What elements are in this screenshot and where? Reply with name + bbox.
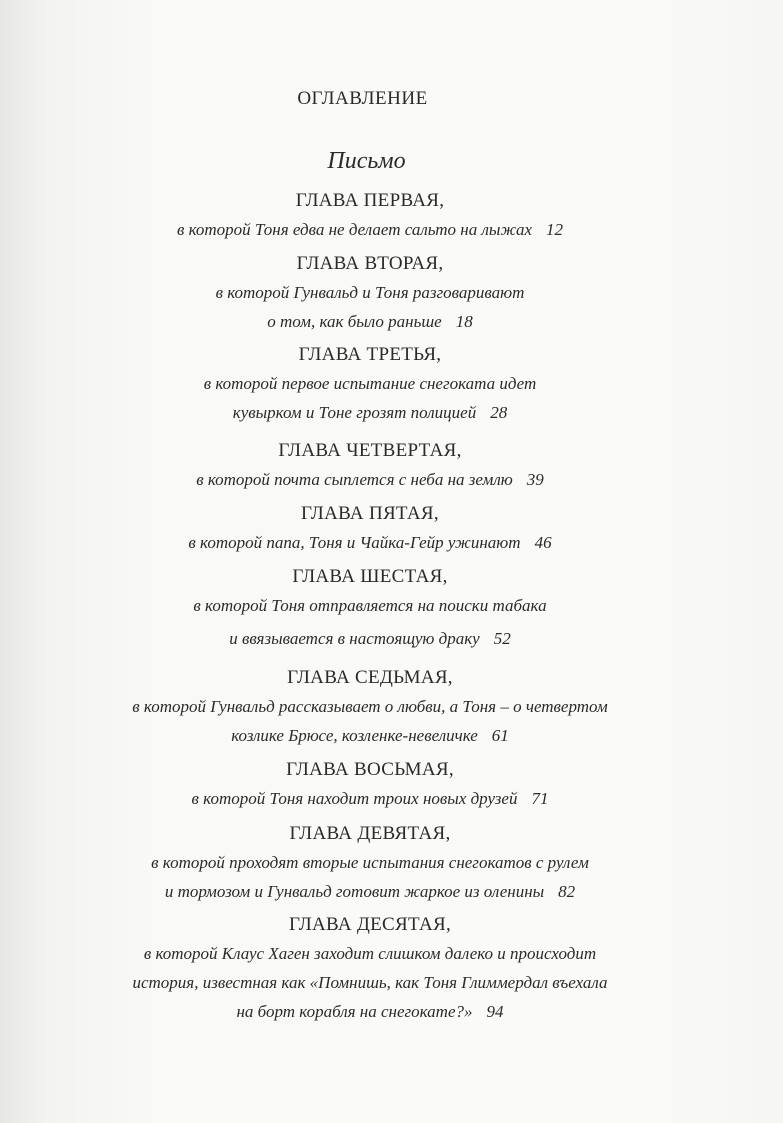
chapter-title: ГЛАВА ВТОРАЯ, <box>296 253 444 274</box>
toc-entry-chapter-7[interactable] <box>0 664 740 750</box>
chapter-title: ГЛАВА ТРЕТЬЯ, <box>298 344 442 365</box>
chapter-title: ГЛАВА ПЕРВАЯ, <box>295 190 445 211</box>
toc-entry-chapter-5[interactable] <box>0 500 740 557</box>
page-number: 39 <box>526 470 544 489</box>
page-number: 52 <box>493 629 511 648</box>
chapter-title: ГЛАВА ШЕСТАЯ, <box>292 566 448 587</box>
chapter-description: в которой первое испытание снегоката идет <box>203 374 537 393</box>
chapter-description: в которой Тоня едва не делает сальто на лыжах 12 <box>176 220 564 239</box>
chapter-description: кувырком и Тоне грозят полицией 28 <box>232 403 508 422</box>
page-number: 94 <box>486 1002 504 1021</box>
section-title: Письмо <box>327 148 406 174</box>
page-number: 82 <box>558 882 576 901</box>
chapter-description: козлике Брюсе, козленке-невеличке 61 <box>231 726 509 745</box>
toc-entry-chapter-8[interactable] <box>0 756 740 813</box>
chapter-description: и тормозом и Гунвальд готовит жаркое из оленины 82 <box>164 882 576 901</box>
chapter-description: в которой Клаус Хаген заходит слишком далеко и происходит <box>143 944 597 963</box>
chapter-description: в которой проходят вторые испытания снегокатов с рулем <box>151 853 589 872</box>
toc-entry-chapter-10[interactable] <box>0 911 740 1026</box>
chapter-title: ГЛАВА ДЕВЯТАЯ, <box>289 823 451 844</box>
page-number: 71 <box>531 789 549 808</box>
chapter-title: ГЛАВА ЧЕТВЕРТАЯ, <box>278 440 462 461</box>
chapter-description: история, известная как «Помнишь, как Тоня Глиммердал въехала <box>132 973 608 992</box>
toc-entry-chapter-2[interactable] <box>0 250 740 336</box>
page-number: 28 <box>490 403 508 422</box>
toc-entry-chapter-6[interactable] <box>0 563 740 653</box>
toc-entry-chapter-3[interactable] <box>0 341 740 427</box>
chapter-description: о том, как было раньше 18 <box>267 312 473 331</box>
chapter-description: в которой Гунвальд и Тоня разговаривают <box>215 283 525 302</box>
toc-entry-chapter-4[interactable] <box>0 437 740 494</box>
chapter-description: в которой Гунвальд рассказывает о любви, а Тоня – о четвертом <box>132 697 608 716</box>
chapter-description: на борт корабля на снегокате?» 94 <box>236 1002 504 1021</box>
chapter-title: ГЛАВА ДЕСЯТАЯ, <box>288 914 452 935</box>
chapter-description: и ввязывается в настоящую драку 52 <box>229 629 511 648</box>
page-number: 46 <box>534 533 552 552</box>
chapter-title: ГЛАВА ПЯТАЯ, <box>301 503 439 524</box>
chapter-title: ГЛАВА ВОСЬМАЯ, <box>286 759 454 780</box>
page-number: 61 <box>491 726 509 745</box>
page-number: 18 <box>455 312 473 331</box>
toc-entry-chapter-1[interactable] <box>0 187 740 244</box>
chapter-description: в которой Тоня отправляется на поиски табака <box>193 596 547 615</box>
chapter-title: ГЛАВА СЕДЬМАЯ, <box>287 667 453 688</box>
chapter-description: в которой Тоня находит троих новых друзей 71 <box>191 789 549 808</box>
chapter-description: в которой почта сыплется с неба на землю 39 <box>196 470 544 489</box>
toc-heading: ОГЛАВЛЕНИЕ <box>297 88 428 109</box>
toc-entry-chapter-9[interactable] <box>0 820 740 906</box>
page-number: 12 <box>546 220 564 239</box>
chapter-description: в которой папа, Тоня и Чайка-Гейр ужинают 46 <box>188 533 552 552</box>
